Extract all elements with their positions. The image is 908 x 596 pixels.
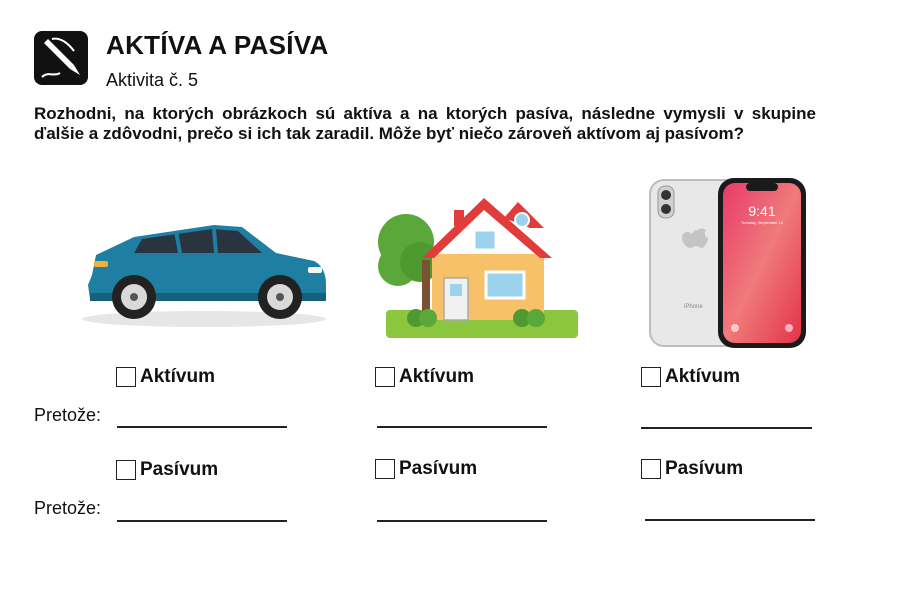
because-label-asset: Pretože:	[34, 405, 102, 425]
quill-pen-icon	[34, 31, 88, 85]
activity-number: Aktivita č. 5	[106, 70, 199, 90]
asset-option-car[interactable]	[116, 364, 215, 390]
liability-label: Pasívum	[665, 458, 744, 479]
car-image	[64, 195, 344, 355]
answer-line-phone-liability[interactable]	[645, 519, 815, 521]
liability-checkbox-house[interactable]	[375, 459, 395, 479]
liability-option-phone[interactable]	[641, 456, 743, 482]
asset-checkbox-house[interactable]	[375, 367, 395, 387]
liability-label: Pasívum	[140, 459, 219, 480]
answer-line-phone-asset[interactable]	[641, 427, 812, 429]
asset-label: Aktívum	[140, 366, 215, 387]
liability-label: Pasívum	[399, 458, 478, 479]
because-label-liability: Pretože:	[34, 498, 102, 518]
liability-checkbox-car[interactable]	[116, 460, 136, 480]
smartphone-image	[648, 178, 808, 350]
liability-option-house[interactable]	[375, 456, 477, 482]
asset-checkbox-phone[interactable]	[641, 367, 661, 387]
asset-label: Aktívum	[665, 366, 740, 387]
answer-line-house-liability[interactable]	[377, 520, 547, 522]
svg-text:Tuesday, September 12: Tuesday, September 12	[740, 220, 784, 225]
answer-line-house-asset[interactable]	[377, 426, 547, 428]
asset-checkbox-car[interactable]	[116, 367, 136, 387]
svg-text:iPhone: iPhone	[684, 304, 703, 310]
house-image	[372, 190, 582, 350]
asset-label: Aktívum	[399, 366, 474, 387]
asset-option-phone[interactable]	[641, 364, 740, 390]
liability-checkbox-phone[interactable]	[641, 459, 661, 479]
svg-text:9:41: 9:41	[748, 203, 776, 219]
asset-option-house[interactable]	[375, 364, 474, 390]
answer-line-car-liability[interactable]	[117, 520, 287, 522]
answer-line-car-asset[interactable]	[117, 426, 287, 428]
liability-option-car[interactable]	[116, 457, 218, 483]
instructions-text: Rozhodni, na ktorých obrázkoch sú aktíva a na ktorých pasíva, následne vymysli v skupine ďalšie a zdôvodni, prečo si ich tak zaradil. Môže byť niečo zároveň aktívom aj pasívom?	[34, 104, 816, 143]
page-title: AKTÍVA A PASÍVA	[106, 30, 329, 60]
